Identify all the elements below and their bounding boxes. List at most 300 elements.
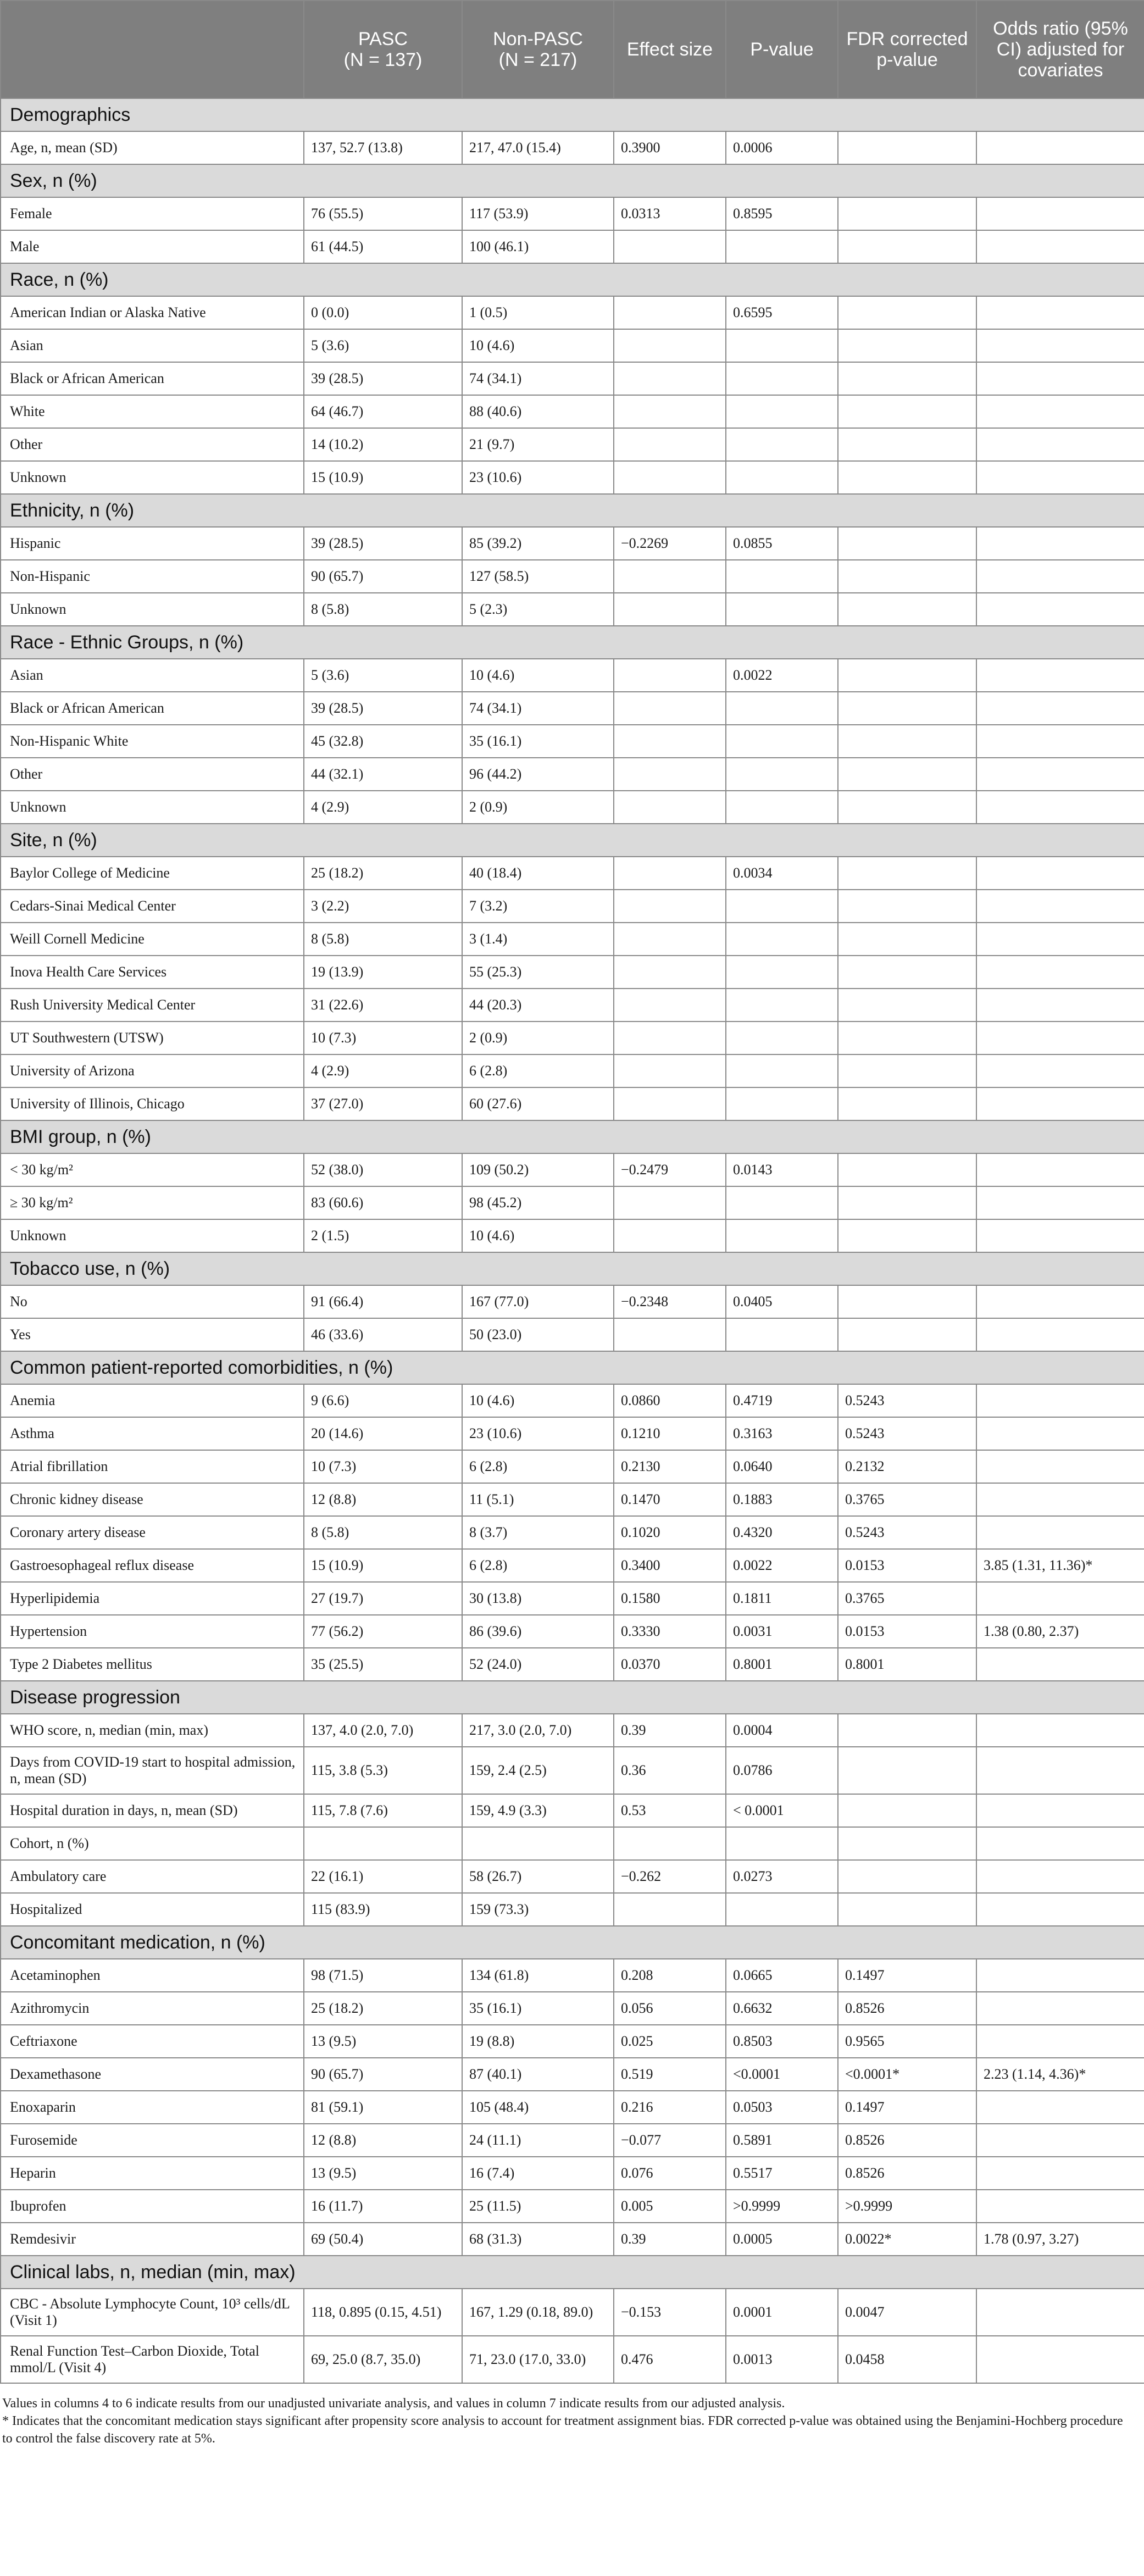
table-row: [1, 1450, 1144, 1483]
cell-odds-ratio: [976, 527, 1144, 560]
cell-odds-ratio: [976, 362, 1144, 395]
cell-label: UT Southwestern (UTSW): [1, 1021, 304, 1054]
cell-odds-ratio: [976, 1087, 1144, 1120]
cell-non-pasc: 24 (11.1): [462, 2124, 614, 2157]
cell-label: Unknown: [1, 791, 304, 824]
header-non-pasc-n: (N = 217): [498, 49, 577, 70]
footnotes: [0, 2395, 1134, 2447]
table-row: [1, 1549, 1144, 1582]
cell-fdr: 0.8526: [838, 2124, 976, 2157]
cell-effect-size: [614, 230, 726, 263]
cell-label: Ambulatory care: [1, 1860, 304, 1893]
cell-odds-ratio: [976, 197, 1144, 230]
cell-label: Type 2 Diabetes mellitus: [1, 1648, 304, 1681]
cell-pasc: 2 (1.5): [304, 1219, 462, 1252]
cell-odds-ratio: [976, 329, 1144, 362]
cell-effect-size: [614, 890, 726, 923]
cell-p-value: [726, 1219, 838, 1252]
cell-p-value: >0.9999: [726, 2190, 838, 2223]
cell-label: Acetaminophen: [1, 1959, 304, 1992]
cell-label: Unknown: [1, 593, 304, 626]
cell-odds-ratio: [976, 1516, 1144, 1549]
cell-non-pasc: 2 (0.9): [462, 1021, 614, 1054]
cell-non-pasc: 71, 23.0 (17.0, 33.0): [462, 2336, 614, 2383]
cell-label: Hispanic: [1, 527, 304, 560]
cell-p-value: 0.0022: [726, 659, 838, 692]
cell-fdr: [838, 1860, 976, 1893]
cell-label: Other: [1, 428, 304, 461]
cell-non-pasc: 8 (3.7): [462, 1516, 614, 1549]
cell-non-pasc: 86 (39.6): [462, 1615, 614, 1648]
cell-fdr: 0.3765: [838, 1582, 976, 1615]
cell-label: Rush University Medical Center: [1, 989, 304, 1021]
cell-pasc: 115 (83.9): [304, 1893, 462, 1926]
cell-non-pasc: 44 (20.3): [462, 989, 614, 1021]
table-row: [1, 1219, 1144, 1252]
cell-label: Anemia: [1, 1384, 304, 1417]
cell-fdr: [838, 560, 976, 593]
cell-pasc: 9 (6.6): [304, 1384, 462, 1417]
cell-label: Remdesivir: [1, 2223, 304, 2256]
cell-pasc: 137, 4.0 (2.0, 7.0): [304, 1714, 462, 1747]
cell-effect-size: 0.0370: [614, 1648, 726, 1681]
cell-odds-ratio: [976, 1054, 1144, 1087]
cell-non-pasc: 10 (4.6): [462, 1219, 614, 1252]
cell-pasc: 69 (50.4): [304, 2223, 462, 2256]
cell-pasc: 10 (7.3): [304, 1450, 462, 1483]
cell-pasc: 81 (59.1): [304, 2091, 462, 2124]
table-row: [1, 1714, 1144, 1747]
section-title: Common patient-reported comorbidities, n (%): [1, 1351, 1144, 1384]
cell-odds-ratio: [976, 890, 1144, 923]
table-body: [1, 98, 1144, 2383]
cell-pasc: 69, 25.0 (8.7, 35.0): [304, 2336, 462, 2383]
cell-label: ≥ 30 kg/m²: [1, 1186, 304, 1219]
cell-odds-ratio: [976, 1186, 1144, 1219]
cell-pasc: 22 (16.1): [304, 1860, 462, 1893]
table-row: [1, 1615, 1144, 1648]
cell-label: Black or African American: [1, 362, 304, 395]
cell-effect-size: [614, 296, 726, 329]
section-title: Tobacco use, n (%): [1, 1252, 1144, 1285]
cell-label: Hyperlipidemia: [1, 1582, 304, 1615]
cell-fdr: 0.1497: [838, 1959, 976, 1992]
cell-label: Weill Cornell Medicine: [1, 923, 304, 956]
cell-p-value: [726, 1893, 838, 1926]
cell-pasc: 25 (18.2): [304, 1992, 462, 2025]
cell-fdr: [838, 1318, 976, 1351]
cell-non-pasc: 60 (27.6): [462, 1087, 614, 1120]
cell-p-value: [726, 1827, 838, 1860]
cell-non-pasc: 35 (16.1): [462, 725, 614, 758]
table-row: [1, 362, 1144, 395]
cell-p-value: 0.4320: [726, 1516, 838, 1549]
cell-effect-size: [614, 593, 726, 626]
cell-label: < 30 kg/m²: [1, 1153, 304, 1186]
table-row: [1, 1153, 1144, 1186]
cell-label: WHO score, n, median (min, max): [1, 1714, 304, 1747]
table-row: [1, 2091, 1144, 2124]
cell-p-value: 0.0034: [726, 857, 838, 890]
cell-label: Renal Function Test–Carbon Dioxide, Total mmol/L (Visit 4): [1, 2336, 304, 2383]
table-row: [1, 791, 1144, 824]
cell-non-pasc: 30 (13.8): [462, 1582, 614, 1615]
cell-effect-size: 0.519: [614, 2058, 726, 2091]
cell-pasc: 83 (60.6): [304, 1186, 462, 1219]
cell-odds-ratio: [976, 1714, 1144, 1747]
cell-label: Hospital duration in days, n, mean (SD): [1, 1794, 304, 1827]
table-row: [1, 1992, 1144, 2025]
cell-p-value: [726, 1186, 838, 1219]
cell-effect-size: −0.262: [614, 1860, 726, 1893]
cell-label: Hospitalized: [1, 1893, 304, 1926]
cell-fdr: 0.1497: [838, 2091, 976, 2124]
cell-label: Chronic kidney disease: [1, 1483, 304, 1516]
cell-fdr: [838, 1794, 976, 1827]
cell-p-value: [726, 1087, 838, 1120]
cell-odds-ratio: 1.38 (0.80, 2.37): [976, 1615, 1144, 1648]
cell-fdr: [838, 1893, 976, 1926]
cell-p-value: [726, 923, 838, 956]
table-header: [1, 1, 1144, 98]
cell-fdr: <0.0001*: [838, 2058, 976, 2091]
cell-label: Baylor College of Medicine: [1, 857, 304, 890]
cell-fdr: [838, 890, 976, 923]
cell-odds-ratio: [976, 1450, 1144, 1483]
cell-pasc: 4 (2.9): [304, 791, 462, 824]
cell-pasc: 8 (5.8): [304, 923, 462, 956]
table-row: [1, 2058, 1144, 2091]
section-header-row: [1, 494, 1144, 527]
cell-p-value: 0.8595: [726, 197, 838, 230]
cell-label: Atrial fibrillation: [1, 1450, 304, 1483]
cell-effect-size: [614, 1219, 726, 1252]
section-header-row: [1, 1926, 1144, 1959]
cell-odds-ratio: [976, 923, 1144, 956]
cell-non-pasc: 19 (8.8): [462, 2025, 614, 2058]
cell-p-value: 0.0013: [726, 2336, 838, 2383]
cell-fdr: [838, 923, 976, 956]
header-p-value: P-value: [726, 1, 838, 98]
cell-label: Non-Hispanic White: [1, 725, 304, 758]
cell-effect-size: 0.3330: [614, 1615, 726, 1648]
table-row: [1, 758, 1144, 791]
cell-odds-ratio: [976, 758, 1144, 791]
cell-effect-size: [614, 791, 726, 824]
cell-odds-ratio: [976, 2091, 1144, 2124]
table-row: [1, 1186, 1144, 1219]
cell-fdr: [838, 1186, 976, 1219]
cell-non-pasc: 52 (24.0): [462, 1648, 614, 1681]
cell-effect-size: [614, 560, 726, 593]
cell-odds-ratio: [976, 1747, 1144, 1794]
cell-pasc: 8 (5.8): [304, 593, 462, 626]
cell-p-value: 0.4719: [726, 1384, 838, 1417]
cell-p-value: 0.0005: [726, 2223, 838, 2256]
cell-non-pasc: 74 (34.1): [462, 692, 614, 725]
cell-non-pasc: [462, 1827, 614, 1860]
cell-p-value: [726, 428, 838, 461]
cell-fdr: [838, 428, 976, 461]
cell-non-pasc: 10 (4.6): [462, 329, 614, 362]
cell-effect-size: [614, 989, 726, 1021]
cell-p-value: 0.6632: [726, 1992, 838, 2025]
table-row: [1, 2157, 1144, 2190]
cell-effect-size: [614, 1054, 726, 1087]
cell-pasc: 5 (3.6): [304, 329, 462, 362]
cell-label: Gastroesophageal reflux disease: [1, 1549, 304, 1582]
cell-effect-size: [614, 758, 726, 791]
cell-fdr: >0.9999: [838, 2190, 976, 2223]
cell-non-pasc: 109 (50.2): [462, 1153, 614, 1186]
cell-fdr: 0.0047: [838, 2289, 976, 2336]
cell-odds-ratio: [976, 428, 1144, 461]
cell-p-value: 0.6595: [726, 296, 838, 329]
cell-pasc: 118, 0.895 (0.15, 4.51): [304, 2289, 462, 2336]
cell-pasc: 31 (22.6): [304, 989, 462, 1021]
header-pasc-n: (N = 137): [343, 49, 423, 70]
cell-p-value: 0.0855: [726, 527, 838, 560]
cell-label: Enoxaparin: [1, 2091, 304, 2124]
cell-fdr: [838, 659, 976, 692]
cell-pasc: 10 (7.3): [304, 1021, 462, 1054]
cell-non-pasc: 21 (9.7): [462, 428, 614, 461]
cell-label: Dexamethasone: [1, 2058, 304, 2091]
cell-odds-ratio: [976, 989, 1144, 1021]
cell-p-value: [726, 725, 838, 758]
cell-pasc: 35 (25.5): [304, 1648, 462, 1681]
cell-label: Yes: [1, 1318, 304, 1351]
cell-effect-size: −0.2269: [614, 527, 726, 560]
cell-non-pasc: 40 (18.4): [462, 857, 614, 890]
table-row: [1, 1087, 1144, 1120]
table-row: [1, 725, 1144, 758]
cell-non-pasc: 117 (53.9): [462, 197, 614, 230]
table-row: [1, 989, 1144, 1021]
cell-fdr: [838, 1054, 976, 1087]
cell-pasc: 27 (19.7): [304, 1582, 462, 1615]
cell-p-value: 0.0665: [726, 1959, 838, 1992]
cell-odds-ratio: [976, 1417, 1144, 1450]
cell-pasc: 12 (8.8): [304, 2124, 462, 2157]
cell-non-pasc: 23 (10.6): [462, 1417, 614, 1450]
cell-pasc: 5 (3.6): [304, 659, 462, 692]
cell-p-value: [726, 329, 838, 362]
cell-effect-size: [614, 857, 726, 890]
cell-p-value: 0.8001: [726, 1648, 838, 1681]
cell-non-pasc: 6 (2.8): [462, 1549, 614, 1582]
cell-label: Cohort, n (%): [1, 1827, 304, 1860]
cell-effect-size: [614, 1021, 726, 1054]
cell-non-pasc: 100 (46.1): [462, 230, 614, 263]
cell-fdr: 0.5243: [838, 1417, 976, 1450]
cell-fdr: 0.5243: [838, 1384, 976, 1417]
cell-pasc: 90 (65.7): [304, 560, 462, 593]
table-row: [1, 2223, 1144, 2256]
cell-odds-ratio: [976, 1794, 1144, 1827]
cell-effect-size: [614, 725, 726, 758]
cell-fdr: [838, 362, 976, 395]
table-row: [1, 2289, 1144, 2336]
table-row: [1, 659, 1144, 692]
cell-fdr: 0.0153: [838, 1549, 976, 1582]
cell-pasc: 13 (9.5): [304, 2157, 462, 2190]
cell-label: Male: [1, 230, 304, 263]
cell-odds-ratio: [976, 659, 1144, 692]
cell-non-pasc: 87 (40.1): [462, 2058, 614, 2091]
cell-fdr: [838, 395, 976, 428]
table-row: [1, 956, 1144, 989]
cell-odds-ratio: [976, 1285, 1144, 1318]
cell-effect-size: [614, 1186, 726, 1219]
section-header-row: [1, 2256, 1144, 2289]
cell-odds-ratio: [976, 560, 1144, 593]
section-title: Disease progression: [1, 1681, 1144, 1714]
cell-non-pasc: 167 (77.0): [462, 1285, 614, 1318]
cell-odds-ratio: [976, 395, 1144, 428]
cell-odds-ratio: [976, 692, 1144, 725]
cell-pasc: 115, 3.8 (5.3): [304, 1747, 462, 1794]
cell-effect-size: [614, 428, 726, 461]
section-header-row: [1, 98, 1144, 131]
cell-non-pasc: 85 (39.2): [462, 527, 614, 560]
cell-fdr: [838, 725, 976, 758]
table-row: [1, 329, 1144, 362]
section-title: Site, n (%): [1, 824, 1144, 857]
cell-odds-ratio: [976, 1959, 1144, 1992]
cell-odds-ratio: [976, 1992, 1144, 2025]
cell-effect-size: [614, 461, 726, 494]
cell-p-value: 0.5891: [726, 2124, 838, 2157]
cell-pasc: 16 (11.7): [304, 2190, 462, 2223]
cell-non-pasc: 5 (2.3): [462, 593, 614, 626]
cell-effect-size: 0.1470: [614, 1483, 726, 1516]
cell-effect-size: 0.1210: [614, 1417, 726, 1450]
cell-odds-ratio: 1.78 (0.97, 3.27): [976, 2223, 1144, 2256]
cell-fdr: 0.0458: [838, 2336, 976, 2383]
cell-p-value: [726, 1054, 838, 1087]
cell-fdr: 0.2132: [838, 1450, 976, 1483]
cell-fdr: [838, 296, 976, 329]
cell-effect-size: 0.3400: [614, 1549, 726, 1582]
cell-label: University of Illinois, Chicago: [1, 1087, 304, 1120]
table-row: [1, 461, 1144, 494]
cell-fdr: 0.8526: [838, 2157, 976, 2190]
cell-non-pasc: 25 (11.5): [462, 2190, 614, 2223]
cell-non-pasc: 96 (44.2): [462, 758, 614, 791]
table-row: [1, 593, 1144, 626]
section-header-row: [1, 263, 1144, 296]
cell-effect-size: [614, 956, 726, 989]
cell-label: Asian: [1, 659, 304, 692]
table-row: [1, 1384, 1144, 1417]
table-row: [1, 1959, 1144, 1992]
cell-effect-size: 0.39: [614, 2223, 726, 2256]
cell-p-value: 0.0786: [726, 1747, 838, 1794]
table-row: [1, 560, 1144, 593]
cell-fdr: 0.8001: [838, 1648, 976, 1681]
cell-pasc: 12 (8.8): [304, 1483, 462, 1516]
header-blank: [1, 1, 304, 98]
cell-p-value: 0.1811: [726, 1582, 838, 1615]
cell-non-pasc: 159 (73.3): [462, 1893, 614, 1926]
cell-p-value: 0.0022: [726, 1549, 838, 1582]
cell-p-value: 0.3163: [726, 1417, 838, 1450]
cell-effect-size: 0.53: [614, 1794, 726, 1827]
cell-non-pasc: 217, 3.0 (2.0, 7.0): [462, 1714, 614, 1747]
cell-effect-size: 0.1020: [614, 1516, 726, 1549]
cell-p-value: 0.0405: [726, 1285, 838, 1318]
cell-non-pasc: 6 (2.8): [462, 1054, 614, 1087]
cell-p-value: 0.0640: [726, 1450, 838, 1483]
cell-pasc: 20 (14.6): [304, 1417, 462, 1450]
cell-effect-size: 0.076: [614, 2157, 726, 2190]
cell-pasc: 115, 7.8 (7.6): [304, 1794, 462, 1827]
cell-non-pasc: 35 (16.1): [462, 1992, 614, 2025]
cell-pasc: 14 (10.2): [304, 428, 462, 461]
cell-fdr: [838, 593, 976, 626]
cell-p-value: 0.0031: [726, 1615, 838, 1648]
cell-pasc: 39 (28.5): [304, 362, 462, 395]
cell-fdr: [838, 791, 976, 824]
cell-non-pasc: 68 (31.3): [462, 2223, 614, 2256]
cell-p-value: [726, 791, 838, 824]
cell-effect-size: [614, 1087, 726, 1120]
cell-p-value: 0.0001: [726, 2289, 838, 2336]
footnote-asterisk: * Indicates that the concomitant medication stays significant after propensity score analysis to account for treatment assignment bias. FDR corrected p-value was obtained using the Benjamini-Hochberg procedure to control the false discovery rate at 5%.: [2, 2414, 1123, 2446]
cell-pasc: 52 (38.0): [304, 1153, 462, 1186]
header-effect-size: Effect size: [614, 1, 726, 98]
table-row: [1, 428, 1144, 461]
cell-label: No: [1, 1285, 304, 1318]
cell-pasc: 19 (13.9): [304, 956, 462, 989]
cell-pasc: 76 (55.5): [304, 197, 462, 230]
cell-non-pasc: 10 (4.6): [462, 659, 614, 692]
table-row: [1, 1054, 1144, 1087]
header-non-pasc: [462, 1, 614, 98]
cell-odds-ratio: [976, 1318, 1144, 1351]
cell-p-value: 0.0273: [726, 1860, 838, 1893]
cell-pasc: 37 (27.0): [304, 1087, 462, 1120]
cell-non-pasc: 6 (2.8): [462, 1450, 614, 1483]
cell-non-pasc: 11 (5.1): [462, 1483, 614, 1516]
cell-effect-size: [614, 1827, 726, 1860]
cell-non-pasc: 2 (0.9): [462, 791, 614, 824]
section-title: Sex, n (%): [1, 164, 1144, 197]
cell-odds-ratio: 2.23 (1.14, 4.36)*: [976, 2058, 1144, 2091]
cell-label: Other: [1, 758, 304, 791]
cell-label: Ceftriaxone: [1, 2025, 304, 2058]
section-title: Race - Ethnic Groups, n (%): [1, 626, 1144, 659]
cell-label: Black or African American: [1, 692, 304, 725]
cell-pasc: 4 (2.9): [304, 1054, 462, 1087]
cell-label: Heparin: [1, 2157, 304, 2190]
cell-odds-ratio: [976, 1021, 1144, 1054]
cell-p-value: [726, 989, 838, 1021]
cell-odds-ratio: [976, 1483, 1144, 1516]
table-row: [1, 1021, 1144, 1054]
cell-fdr: [838, 1087, 976, 1120]
cell-effect-size: 0.1580: [614, 1582, 726, 1615]
section-title: Demographics: [1, 98, 1144, 131]
cell-p-value: [726, 956, 838, 989]
table-row: [1, 692, 1144, 725]
cell-non-pasc: 74 (34.1): [462, 362, 614, 395]
table-row: [1, 2336, 1144, 2383]
cell-non-pasc: 88 (40.6): [462, 395, 614, 428]
cell-fdr: [838, 857, 976, 890]
cell-odds-ratio: [976, 2124, 1144, 2157]
